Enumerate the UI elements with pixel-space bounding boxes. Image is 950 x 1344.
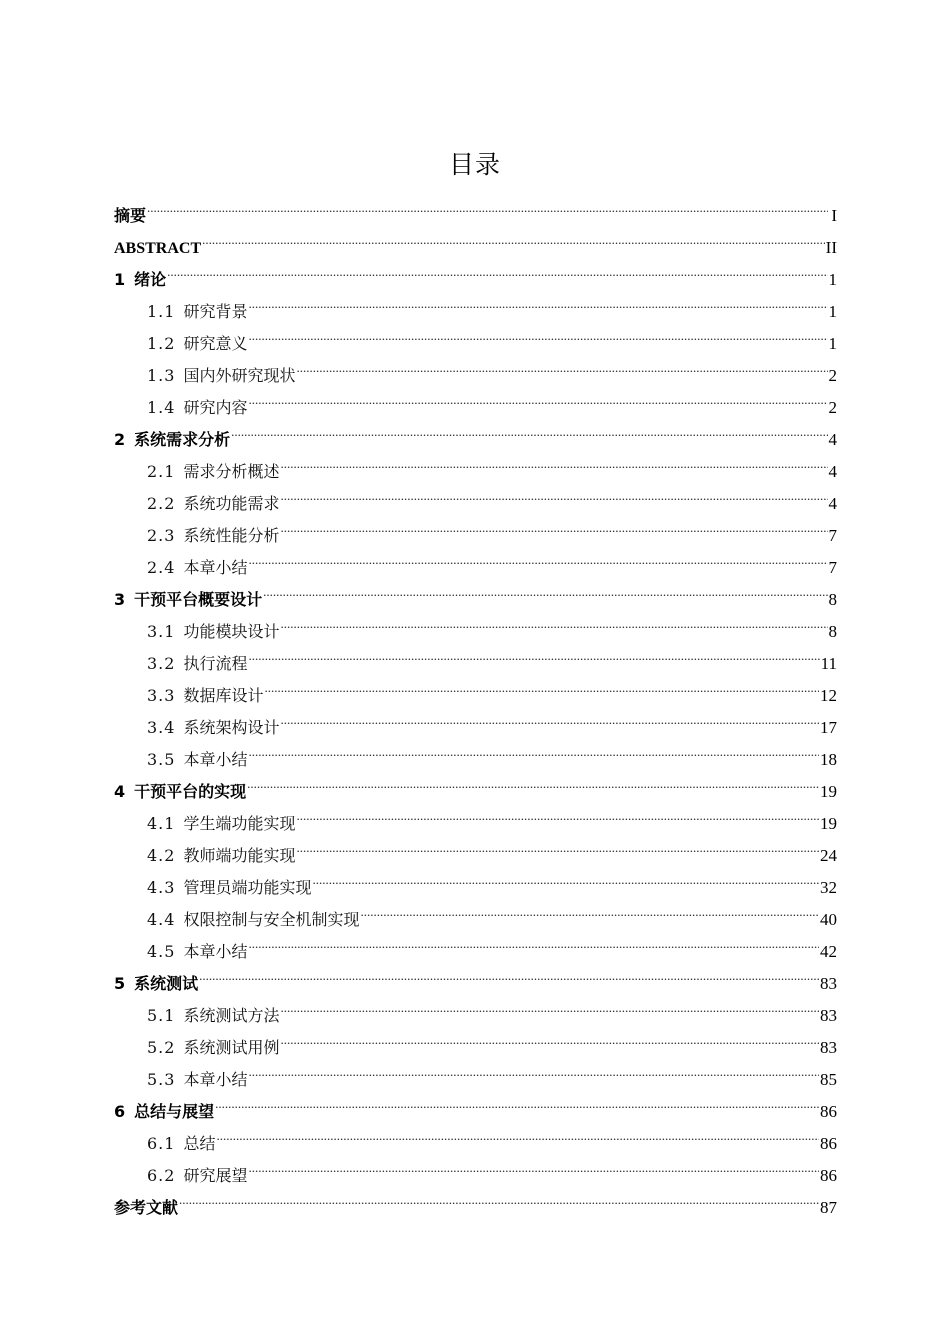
toc-page-number: 7 bbox=[828, 558, 837, 577]
toc-entry-label bbox=[147, 872, 311, 904]
toc-entry-text: 需求分析概述 bbox=[183, 462, 280, 481]
toc-entry-label bbox=[147, 840, 295, 872]
toc-entry-text: 国内外研究现状 bbox=[183, 366, 296, 385]
dot-leader bbox=[264, 669, 819, 701]
toc-chapter-entry[interactable] bbox=[114, 1181, 837, 1217]
toc-entry-text: 系统测试方法 bbox=[183, 1006, 280, 1025]
dot-leader bbox=[248, 541, 827, 573]
toc-entry-number: 4 bbox=[114, 782, 126, 801]
toc-entry-label bbox=[147, 552, 247, 584]
toc-page-number: 83 bbox=[820, 974, 837, 993]
toc-entry-number: 3.1 bbox=[147, 622, 176, 641]
dot-leader bbox=[280, 605, 827, 637]
toc-chapter-entry[interactable] bbox=[114, 253, 837, 289]
dot-leader bbox=[248, 1149, 819, 1181]
toc-entry-label bbox=[147, 808, 295, 840]
toc-entry-number: 6.1 bbox=[147, 1134, 176, 1153]
dot-leader bbox=[360, 893, 819, 925]
dot-leader bbox=[199, 957, 819, 989]
toc-entry-number: 3 bbox=[114, 590, 126, 609]
toc-entry-number: 1.2 bbox=[147, 334, 176, 353]
toc-entry-label bbox=[114, 776, 246, 808]
toc-section-entry[interactable] bbox=[114, 1117, 837, 1153]
toc-entry-label bbox=[114, 424, 230, 456]
toc-entry-text: 本章小结 bbox=[183, 942, 248, 961]
toc-entry-number: 3.4 bbox=[147, 718, 176, 737]
dot-leader bbox=[248, 285, 827, 317]
toc-chapter-entry[interactable] bbox=[114, 1085, 837, 1121]
toc-section-entry[interactable] bbox=[114, 989, 837, 1025]
dot-leader bbox=[280, 1021, 819, 1053]
toc-entry-text: 研究背景 bbox=[183, 302, 248, 321]
dot-leader bbox=[179, 1181, 819, 1213]
dot-leader bbox=[147, 189, 828, 221]
dot-leader bbox=[280, 477, 827, 509]
toc-entry-text: ABSTRACT bbox=[114, 240, 202, 257]
dot-leader bbox=[280, 509, 827, 541]
toc-title: 目录 bbox=[448, 150, 501, 179]
dot-leader bbox=[296, 797, 819, 829]
toc-chapter-entry[interactable] bbox=[114, 221, 837, 257]
toc-entry-number: 2.1 bbox=[147, 462, 176, 481]
toc-page-number: I bbox=[831, 206, 837, 225]
dot-leader bbox=[248, 381, 827, 413]
toc-entry-number: 5.3 bbox=[147, 1070, 176, 1089]
toc-entry-number: 2.4 bbox=[147, 558, 176, 577]
toc-entry-number: 5 bbox=[114, 974, 126, 993]
toc-page-number: 19 bbox=[820, 782, 837, 801]
toc-entry-number: 4.3 bbox=[147, 878, 176, 897]
toc-entry-label bbox=[114, 264, 166, 296]
toc-entry-text: 本章小结 bbox=[183, 1070, 248, 1089]
toc-entry-number: 4.2 bbox=[147, 846, 176, 865]
toc-entry-number: 2.3 bbox=[147, 526, 176, 545]
toc-entry-label bbox=[147, 328, 247, 360]
toc-entry-number: 1 bbox=[114, 270, 126, 289]
toc-entry-text: 本章小结 bbox=[183, 558, 248, 577]
toc-page-number: 2 bbox=[828, 366, 837, 385]
toc-page-number: 40 bbox=[820, 910, 837, 929]
toc-entry-text: 绪论 bbox=[134, 270, 167, 289]
toc-entry-label bbox=[147, 1128, 215, 1160]
toc-entry-number: 2.2 bbox=[147, 494, 176, 513]
toc-page-number: 32 bbox=[820, 878, 837, 897]
toc-entry-text: 系统性能分析 bbox=[183, 526, 280, 545]
toc-entry-number: 1.1 bbox=[147, 302, 176, 321]
toc-entry-label bbox=[147, 680, 263, 712]
toc-entry-text: 研究意义 bbox=[183, 334, 248, 353]
toc-page-number: 83 bbox=[820, 1006, 837, 1025]
toc-page-number: 12 bbox=[820, 686, 837, 705]
toc-page-number: II bbox=[825, 238, 837, 257]
toc-entry-label bbox=[114, 1192, 178, 1224]
toc-entry-label bbox=[114, 968, 198, 1000]
dot-leader bbox=[312, 861, 819, 893]
toc-page-number: 87 bbox=[820, 1198, 837, 1217]
toc-entry-text: 系统测试用例 bbox=[183, 1038, 280, 1057]
toc-entry-number: 6 bbox=[114, 1102, 126, 1121]
toc-page-number: 1 bbox=[828, 270, 837, 289]
toc-entry-text: 研究内容 bbox=[183, 398, 248, 417]
dot-leader bbox=[280, 701, 819, 733]
toc-page-number: 85 bbox=[820, 1070, 837, 1089]
toc-entry-text: 摘要 bbox=[114, 206, 147, 225]
toc-entry-text: 权限控制与安全机制实现 bbox=[183, 910, 360, 929]
dot-leader bbox=[202, 221, 825, 253]
toc-page-number: 86 bbox=[820, 1134, 837, 1153]
toc-page-number: 8 bbox=[828, 622, 837, 641]
toc-page-number: 86 bbox=[820, 1102, 837, 1121]
dot-leader bbox=[248, 925, 819, 957]
toc-entry-text: 系统需求分析 bbox=[134, 430, 231, 449]
toc-page-number: 24 bbox=[820, 846, 837, 865]
toc-entry-text: 系统架构设计 bbox=[183, 718, 280, 737]
toc-entry-text: 系统功能需求 bbox=[183, 494, 280, 513]
toc-entry-text: 数据库设计 bbox=[183, 686, 264, 705]
toc-entry-number: 4.4 bbox=[147, 910, 176, 929]
dot-leader bbox=[296, 349, 827, 381]
toc-entry-label bbox=[114, 584, 262, 616]
toc-entry-label bbox=[114, 1096, 214, 1128]
toc-chapter-entry[interactable] bbox=[114, 189, 837, 225]
toc-page-number: 17 bbox=[820, 718, 837, 737]
toc-page-number: 4 bbox=[828, 462, 837, 481]
toc-entry-number: 3.3 bbox=[147, 686, 176, 705]
toc-entry-number: 6.2 bbox=[147, 1166, 176, 1185]
dot-leader bbox=[248, 317, 827, 349]
toc-page-number: 2 bbox=[828, 398, 837, 417]
toc-entry-text: 总结 bbox=[183, 1134, 216, 1153]
dot-leader bbox=[280, 445, 827, 477]
dot-leader bbox=[248, 1053, 819, 1085]
toc-entry-text: 参考文献 bbox=[114, 1198, 179, 1217]
toc-entry-text: 研究展望 bbox=[183, 1166, 248, 1185]
dot-leader bbox=[248, 733, 819, 765]
toc-entry-number: 4.5 bbox=[147, 942, 176, 961]
toc-entry-label bbox=[147, 488, 279, 520]
toc-entry-number: 5.1 bbox=[147, 1006, 176, 1025]
toc-entry-number: 5.2 bbox=[147, 1038, 176, 1057]
toc-page-number: 11 bbox=[820, 654, 837, 673]
toc-page-number: 18 bbox=[820, 750, 837, 769]
toc-entry-text: 干预平台的实现 bbox=[134, 782, 247, 801]
toc-page-number: 42 bbox=[820, 942, 837, 961]
toc-entry-number: 4.1 bbox=[147, 814, 176, 833]
toc-entry-text: 本章小结 bbox=[183, 750, 248, 769]
toc-entry-text: 功能模块设计 bbox=[183, 622, 280, 641]
toc-entry-number: 1.4 bbox=[147, 398, 176, 417]
toc-page-number: 83 bbox=[820, 1038, 837, 1057]
dot-leader bbox=[247, 765, 819, 797]
toc-page-number: 7 bbox=[828, 526, 837, 545]
toc-entry-text: 学生端功能实现 bbox=[183, 814, 296, 833]
toc-entry-text: 执行流程 bbox=[183, 654, 248, 673]
toc-page-number: 1 bbox=[828, 334, 837, 353]
dot-leader bbox=[280, 989, 819, 1021]
toc-entry-number: 3.5 bbox=[147, 750, 176, 769]
dot-leader bbox=[248, 637, 819, 669]
toc-entry-number: 1.3 bbox=[147, 366, 176, 385]
toc-entry-text: 总结与展望 bbox=[134, 1102, 215, 1121]
toc-section-entry[interactable] bbox=[114, 285, 837, 321]
toc-entry-number: 2 bbox=[114, 430, 126, 449]
dot-leader bbox=[296, 829, 819, 861]
toc-entry-text: 管理员端功能实现 bbox=[183, 878, 312, 897]
toc-entry-label bbox=[147, 456, 279, 488]
dot-leader bbox=[263, 573, 827, 605]
toc-entry-text: 教师端功能实现 bbox=[183, 846, 296, 865]
toc-page-number: 8 bbox=[828, 590, 837, 609]
dot-leader bbox=[216, 1117, 819, 1149]
toc-entry-label bbox=[147, 296, 247, 328]
dot-leader bbox=[215, 1085, 819, 1117]
toc-page-number: 1 bbox=[828, 302, 837, 321]
toc-entry-label bbox=[114, 200, 146, 232]
toc-entry-label bbox=[147, 1000, 279, 1032]
toc-page-number: 4 bbox=[828, 494, 837, 513]
toc-page-number: 4 bbox=[828, 430, 837, 449]
toc-entry-number: 3.2 bbox=[147, 654, 176, 673]
dot-leader bbox=[231, 413, 827, 445]
toc-entry-text: 干预平台概要设计 bbox=[134, 590, 263, 609]
table-of-contents bbox=[114, 189, 837, 1217]
dot-leader bbox=[167, 253, 827, 285]
toc-entry-label bbox=[147, 744, 247, 776]
toc-page-number: 19 bbox=[820, 814, 837, 833]
toc-section-entry[interactable] bbox=[114, 1149, 837, 1185]
toc-chapter-entry[interactable] bbox=[114, 957, 837, 993]
toc-entry-text: 系统测试 bbox=[134, 974, 199, 993]
toc-page-number: 86 bbox=[820, 1166, 837, 1185]
toc-entry-label bbox=[147, 648, 247, 680]
